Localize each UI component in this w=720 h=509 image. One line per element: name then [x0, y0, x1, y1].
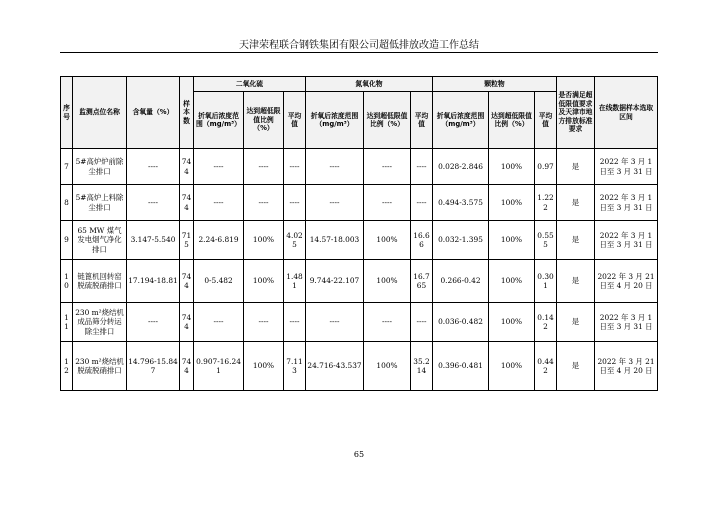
cell-so2-ratio: 100%: [244, 260, 284, 303]
page-header: 天津荣程联合钢铁集团有限公司超低排放改造工作总结: [239, 40, 479, 51]
cell-samples: 715: [180, 221, 194, 260]
cell-nox-range: 24.716-43.537: [306, 342, 364, 391]
header-compliant: 是否满足超低限值要求及天津市地方排放标准要求: [557, 77, 595, 149]
cell-pm-range: 0.028-2.846: [433, 149, 489, 185]
cell-nox-avg: ----: [411, 149, 433, 185]
cell-so2-ratio: ----: [244, 185, 284, 221]
cell-so2-avg: 7.113: [284, 342, 306, 391]
header-pm-ratio: 达到超低限值比例（%）: [489, 92, 535, 149]
cell-pm-ratio: 100%: [489, 303, 535, 342]
cell-nox-avg: 16.66: [411, 221, 433, 260]
cell-nox-ratio: ----: [364, 303, 411, 342]
table-row: [61, 342, 658, 391]
cell-location: 65 MW 煤气发电烟气净化排口: [73, 221, 127, 260]
header-so2-avg: 平均值: [284, 92, 306, 149]
cell-pm-range: 0.032-1.395: [433, 221, 489, 260]
cell-so2-avg: 1.481: [284, 260, 306, 303]
cell-samples: 744: [180, 149, 194, 185]
cell-period: 2022 年 3 月 1 日至 3 月 31 日: [595, 221, 658, 260]
cell-nox-range: 14.57-18.003: [306, 221, 364, 260]
cell-pm-avg: 0.142: [535, 303, 557, 342]
table-row: [61, 221, 658, 260]
cell-samples: 744: [180, 185, 194, 221]
cell-seq: 10: [61, 260, 73, 303]
header-samples: 样本数: [180, 77, 194, 149]
table-row: [61, 149, 658, 185]
cell-so2-ratio: 100%: [244, 342, 284, 391]
cell-compliant: 是: [557, 185, 595, 221]
cell-nox-ratio: ----: [364, 185, 411, 221]
cell-so2-ratio: ----: [244, 149, 284, 185]
cell-compliant: 是: [557, 303, 595, 342]
table-row: [61, 303, 658, 342]
header-row-group: [61, 77, 658, 92]
header-divider: [60, 52, 658, 53]
cell-nox-ratio: 100%: [364, 221, 411, 260]
cell-samples: 744: [180, 303, 194, 342]
cell-period: 2022 年 3 月 1 日至 3 月 31 日: [595, 185, 658, 221]
cell-pm-range: 0.266-0.42: [433, 260, 489, 303]
header-so2-range: 折氧后浓度范围（mg/m³）: [194, 92, 244, 149]
cell-pm-range: 0.494-3.575: [433, 185, 489, 221]
cell-oxygen: 3.147-5.540: [127, 221, 180, 260]
header-nox-group: 氮氧化物: [306, 77, 433, 92]
header-pm-avg: 平均值: [535, 92, 557, 149]
cell-location: 5#高炉上料除尘排口: [73, 185, 127, 221]
header-location: 监测点位名称: [73, 77, 127, 149]
emissions-table: [60, 76, 658, 391]
cell-compliant: 是: [557, 149, 595, 185]
cell-pm-avg: 0.97: [535, 149, 557, 185]
cell-seq: 11: [61, 303, 73, 342]
cell-period: 2022 年 3 月 1 日至 3 月 31 日: [595, 303, 658, 342]
cell-pm-ratio: 100%: [489, 149, 535, 185]
cell-so2-ratio: 100%: [244, 221, 284, 260]
header-nox-avg: 平均值: [411, 92, 433, 149]
cell-so2-range: 0-5.482: [194, 260, 244, 303]
cell-period: 2022 年 3 月 21 日至 4 月 20 日: [595, 342, 658, 391]
cell-so2-range: ----: [194, 303, 244, 342]
cell-pm-avg: 1.222: [535, 185, 557, 221]
header-so2-group: 二氧化硫: [194, 77, 306, 92]
cell-pm-avg: 0.555: [535, 221, 557, 260]
cell-nox-avg: 35.214: [411, 342, 433, 391]
cell-nox-range: 9.744-22.107: [306, 260, 364, 303]
cell-nox-avg: ----: [411, 303, 433, 342]
cell-location: 链篦机回转窑脱硫脱硝排口: [73, 260, 127, 303]
cell-seq: 8: [61, 185, 73, 221]
cell-pm-avg: 0.442: [535, 342, 557, 391]
header-pm-group: 颗粒物: [433, 77, 557, 92]
cell-pm-avg: 0.301: [535, 260, 557, 303]
cell-pm-ratio: 100%: [489, 260, 535, 303]
cell-so2-avg: ----: [284, 149, 306, 185]
cell-compliant: 是: [557, 342, 595, 391]
page-number: 65: [353, 450, 365, 459]
table-row: [61, 185, 658, 221]
cell-oxygen: 17.194-18.81: [127, 260, 180, 303]
cell-so2-avg: ----: [284, 303, 306, 342]
cell-location: 230 m²烧结机脱硫脱硝排口: [73, 342, 127, 391]
cell-seq: 7: [61, 149, 73, 185]
header-oxygen: 含氧量（%）: [127, 77, 180, 149]
cell-nox-range: ----: [306, 185, 364, 221]
cell-so2-range: ----: [194, 149, 244, 185]
cell-seq: 12: [61, 342, 73, 391]
cell-so2-avg: ----: [284, 185, 306, 221]
header-pm-range: 折氧后浓度范围（mg/m³）: [433, 92, 489, 149]
header-period: 在线数据样本选取区间: [595, 77, 658, 149]
cell-oxygen: ----: [127, 303, 180, 342]
cell-so2-range: 2.24-6.819: [194, 221, 244, 260]
cell-pm-range: 0.036-0.482: [433, 303, 489, 342]
cell-samples: 744: [180, 260, 194, 303]
cell-nox-avg: 16.765: [411, 260, 433, 303]
header-nox-ratio: 达到超低限值比例（%）: [364, 92, 411, 149]
header-nox-range: 折氧后浓度范围（mg/m³）: [306, 92, 364, 149]
cell-oxygen: 14.796-15.847: [127, 342, 180, 391]
cell-nox-range: ----: [306, 149, 364, 185]
header-so2-ratio: 达到超低限值比例（%）: [244, 92, 284, 149]
cell-nox-range: ----: [306, 303, 364, 342]
cell-nox-ratio: 100%: [364, 342, 411, 391]
cell-period: 2022 年 3 月 1 日至 3 月 31 日: [595, 149, 658, 185]
cell-so2-ratio: ----: [244, 303, 284, 342]
cell-pm-range: 0.396-0.481: [433, 342, 489, 391]
cell-samples: 744: [180, 342, 194, 391]
cell-location: 5#高炉炉前除尘排口: [73, 149, 127, 185]
cell-nox-avg: ----: [411, 185, 433, 221]
cell-pm-ratio: 100%: [489, 185, 535, 221]
cell-oxygen: ----: [127, 185, 180, 221]
cell-location: 230 m²烧结机成品筛分转运除尘排口: [73, 303, 127, 342]
cell-compliant: 是: [557, 221, 595, 260]
cell-pm-ratio: 100%: [489, 221, 535, 260]
cell-so2-range: 0.907-16.241: [194, 342, 244, 391]
header-seq: 序号: [61, 77, 73, 149]
cell-pm-ratio: 100%: [489, 342, 535, 391]
cell-nox-ratio: 100%: [364, 260, 411, 303]
cell-nox-ratio: ----: [364, 149, 411, 185]
cell-so2-range: ----: [194, 185, 244, 221]
cell-oxygen: ----: [127, 149, 180, 185]
cell-period: 2022 年 3 月 21 日至 4 月 20 日: [595, 260, 658, 303]
cell-compliant: 是: [557, 260, 595, 303]
table-row: [61, 260, 658, 303]
cell-so2-avg: 4.025: [284, 221, 306, 260]
cell-seq: 9: [61, 221, 73, 260]
